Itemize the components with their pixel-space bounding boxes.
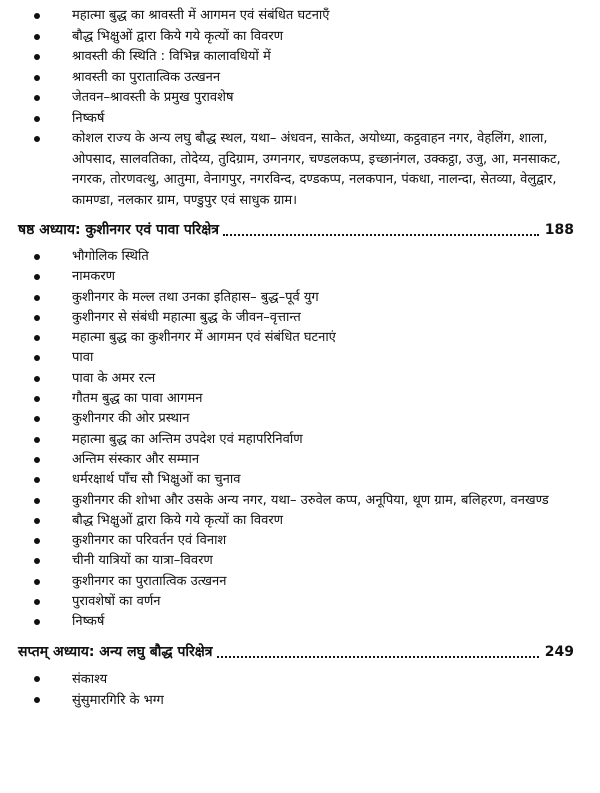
list-item-text: कुशीनगर से संबंधी महात्मा बुद्ध के जीवन–वृत्तान्त: [72, 309, 301, 325]
bullet-icon: [34, 335, 40, 341]
list-item: [34, 491, 600, 511]
list-item-text: कोशल राज्य के अन्य लघु बौद्ध स्थल, यथा– अंधवन, साकेत, अयोध्या, कट्ठवाहन नगर, वेहलिंग, शाला, ओपसाद, सालवतिका, तोदेय्य, तुदिग्राम, उग्गनगर, चण्डलकप्प, इच्छानंगल, उक्कट्ठा, उजु, आ, मनसाकट, नगरक, तोरणवत्थु, आतुमा, वेनागपुर, नगरविन्द, दण्डकप्प, नलकपान, पंकधा, नालन्दा, सेतव्या, वेलुद्वार, कामण्डा, नलकार ग्राम, पण्डुपुर एवं साधुक ग्राम।: [72, 131, 561, 208]
list-item: [34, 409, 600, 429]
list-item: [34, 470, 600, 490]
list-item-text: कुशीनगर की शोभा और उसके अन्य नगर, यथा– उरुवेल कप्प, अनूपिया, थूण ग्राम, बलिहरण, वनखण्ड: [72, 492, 549, 508]
list-item-text: कुशीनगर की ओर प्रस्थान: [72, 411, 190, 427]
list-item: [34, 308, 600, 328]
chapter-title: षष्ठ अध्याय: कुशीनगर एवं पावा परिक्षेत्र: [18, 222, 219, 238]
list-item-text: श्रावस्ती का पुरातात्विक उत्खनन: [72, 69, 221, 85]
list-item: [34, 88, 600, 109]
list-item: [34, 129, 600, 211]
bullet-icon: [34, 498, 40, 504]
bullet-icon: [34, 315, 40, 321]
list-item: [34, 690, 600, 711]
list-item-text: भौगोलिक स्थिति: [72, 249, 149, 264]
chapter-heading-7: [18, 641, 574, 663]
list-item: [34, 247, 600, 267]
section-list: [0, 6, 600, 211]
list-item: [34, 612, 600, 632]
dot-leader: [223, 234, 539, 236]
list-item: [34, 68, 600, 89]
list-item-text: सुंसुमारगिरि के भग्ग: [72, 692, 164, 708]
list-item: [34, 369, 600, 389]
list-item-text: अन्तिम संस्कार और सम्मान: [72, 451, 200, 467]
table-of-contents: [0, 6, 600, 711]
bullet-icon: [34, 579, 40, 585]
bullet-icon: [34, 396, 40, 402]
bullet-icon: [34, 136, 40, 142]
section-6: [0, 247, 600, 633]
bullet-icon: [34, 619, 40, 625]
bullet-icon: [34, 416, 40, 422]
bullet-icon: [34, 95, 40, 101]
bullet-icon: [34, 355, 40, 361]
list-item-text: पावा: [72, 350, 94, 366]
bullet-icon: [34, 676, 40, 682]
bullet-icon: [34, 274, 40, 280]
chapter-heading-6: [18, 219, 574, 241]
list-item: [34, 348, 600, 368]
list-item-text: कुशीनगर का परिवर्तन एवं विनाश: [72, 533, 227, 549]
list-item-text: बौद्ध भिक्षुओं द्वारा किये गये कृत्यों का विवरण: [72, 28, 284, 44]
list-item: [34, 551, 600, 571]
list-item-text: चीनी यात्रियों का यात्रा–विवरण: [72, 553, 213, 569]
bullet-icon: [34, 538, 40, 544]
section-list: [0, 669, 600, 711]
list-item: [34, 328, 600, 348]
list-item-text: संकाश्य: [72, 671, 108, 687]
bullet-icon: [34, 254, 40, 260]
bullet-icon: [34, 376, 40, 382]
bullet-icon: [34, 437, 40, 443]
bullet-icon: [34, 34, 40, 40]
list-item-text: पुरावशेषों का वर्णन: [72, 594, 161, 610]
list-item: [34, 592, 600, 612]
list-item-text: महात्मा बुद्ध का कुशीनगर में आगमन एवं संबंधित घटनाएं: [72, 330, 336, 346]
section-7: [0, 669, 600, 711]
list-item-text: कुशीनगर का पुरातात्विक उत्खनन: [72, 573, 227, 589]
bullet-icon: [34, 599, 40, 605]
list-item: [34, 6, 600, 27]
bullet-icon: [34, 116, 40, 122]
list-item-text: बौद्ध भिक्षुओं द्वारा किये गये कृत्यों का विवरण: [72, 512, 284, 528]
list-item: [34, 47, 600, 68]
list-item-text: श्रावस्ती की स्थिति : विभिन्न कालावधियों में: [72, 49, 271, 64]
list-item: [34, 109, 600, 130]
bullet-icon: [34, 54, 40, 60]
bullet-icon: [34, 457, 40, 463]
list-item: [34, 430, 600, 450]
list-item-text: कुशीनगर के मल्ल तथा उनका इतिहास– बुद्ध–पूर्व युग: [72, 289, 319, 305]
list-item-text: गौतम बुद्ध का पावा आगमन: [72, 391, 203, 407]
list-item-text: निष्कर्ष: [72, 614, 105, 630]
list-item-text: महात्मा बुद्ध का अन्तिम उपदेश एवं महापरिनिर्वाण: [72, 431, 303, 447]
list-item-text: पावा के अमर रत्न: [72, 370, 156, 386]
list-item-text: महात्मा बुद्ध का श्रावस्ती में आगमन एवं संबंधित घटनाएँ: [72, 8, 330, 23]
chapter-page-number: 188: [544, 222, 574, 238]
list-item: [34, 27, 600, 48]
list-item: [34, 531, 600, 551]
chapter-page-number: 249: [544, 643, 574, 660]
list-item-text: नामकरण: [72, 269, 116, 285]
bullet-icon: [34, 75, 40, 81]
section-list: [0, 247, 600, 633]
list-item: [34, 288, 600, 308]
bullet-icon: [34, 558, 40, 564]
bullet-icon: [34, 518, 40, 524]
list-item: [34, 572, 600, 592]
list-item-text: धर्मरक्षार्थ पाँच सौ भिक्षुओं का चुनाव: [72, 472, 241, 488]
bullet-icon: [34, 295, 40, 301]
chapter-title: सप्तम् अध्याय: अन्य लघु बौद्ध परिक्षेत्र: [18, 643, 213, 660]
bullet-icon: [34, 477, 40, 483]
list-item: [34, 450, 600, 470]
section-continued: [0, 6, 600, 211]
list-item-text: जेतवन–श्रावस्ती के प्रमुख पुरावशेष: [72, 90, 234, 105]
list-item: [34, 511, 600, 531]
list-item: [34, 389, 600, 409]
bullet-icon: [34, 697, 40, 703]
list-item: [34, 669, 600, 690]
list-item: [34, 267, 600, 287]
dot-leader: [217, 656, 539, 658]
bullet-icon: [34, 13, 40, 19]
list-item-text: निष्कर्ष: [72, 110, 105, 126]
